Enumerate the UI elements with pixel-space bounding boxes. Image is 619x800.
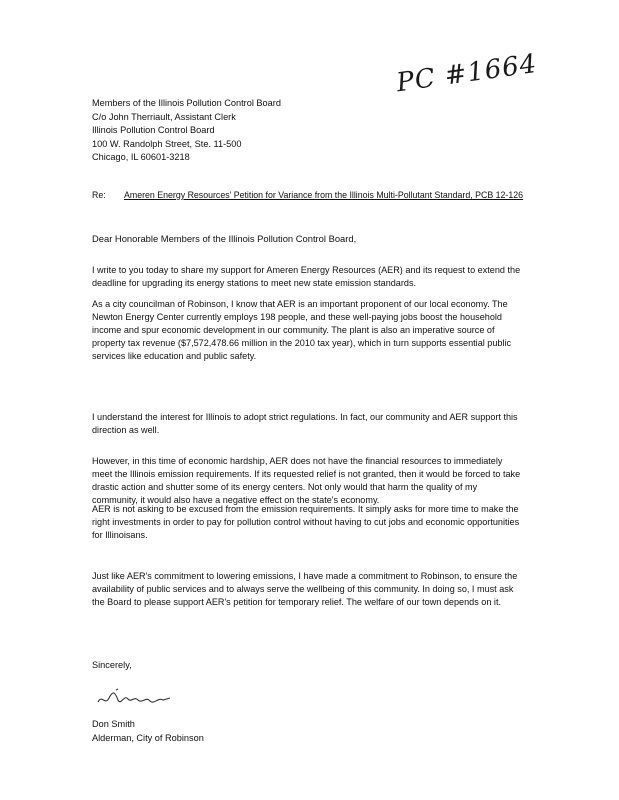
address-line: Illinois Pollution Control Board (92, 125, 215, 136)
body-paragraph: As a city councilman of Robinson, I know that AER is an important proponent of our local economy. The Newton Energy Center currently employs 198 people, and these well-paying jobs boost the household income and spur economic development in our community. The plant is also an imperative source of property tax revenue ($7,572,478.66 million in the 2010 tax year), which in turn supports essential public services like education and public safety. (92, 299, 512, 362)
closing: Sincerely, (92, 660, 132, 670)
salutation: Dear Honorable Members of the Illinois Pollution Control Board, (92, 233, 357, 244)
subject-text: Ameren Energy Resources' Petition for Variance from the Illinois Multi-Pollutant Standard, PCB 12-126 (124, 190, 524, 200)
subject-line (92, 189, 532, 201)
signer-name: Don Smith (92, 719, 135, 729)
recipient-address (92, 97, 281, 165)
signer-title: Alderman, City of Robinson (92, 732, 204, 743)
handwritten-signature (96, 684, 176, 710)
body-paragraph: However, in this time of economic hardship, AER does not have the financial resources to immediately meet the Illinois emission requirements. If its requested relief is not granted, then it would be forced to take drastic action and shutter some of its energy centers. Not only would that harm the quality of my community, it would also have a negative effect on the state's economy. (92, 456, 521, 506)
subject-label: Re: (92, 190, 106, 200)
address-line: Members of the Illinois Pollution Control Board (92, 98, 281, 108)
body-paragraph: I write to you today to share my support for Ameren Energy Resources (AER) and its request to extend the deadline for upgrading its energy stations to meet new state emission standards. (92, 265, 521, 289)
body-paragraph: Just like AER's commitment to lowering emissions, I have made a commitment to Robinson, to ensure the availability of public services and to always serve the wellbeing of this community. In doing so, I must ask the Board to please support AER's petition for temporary relief. The welfare of our town depends on it. (92, 571, 518, 608)
body-paragraph: I understand the interest for Illinois to adopt strict regulations. In fact, our community and AER support this direction as well. (92, 412, 518, 436)
signer-block (92, 718, 204, 745)
pc-stamp: PC #1664 (394, 48, 540, 99)
address-line: Chicago, IL 60601-3218 (92, 152, 190, 163)
body-paragraph: AER is not asking to be excused from the emission requirements. It simply asks for more time to make the right investments in order to pay for pollution control without having to cut jobs and economic opportunities for Illinoisans. (92, 504, 520, 541)
address-line: C/o John Therriault, Assistant Clerk (92, 111, 236, 122)
address-line: 100 W. Randolph Street, Ste. 11-500 (92, 138, 242, 149)
